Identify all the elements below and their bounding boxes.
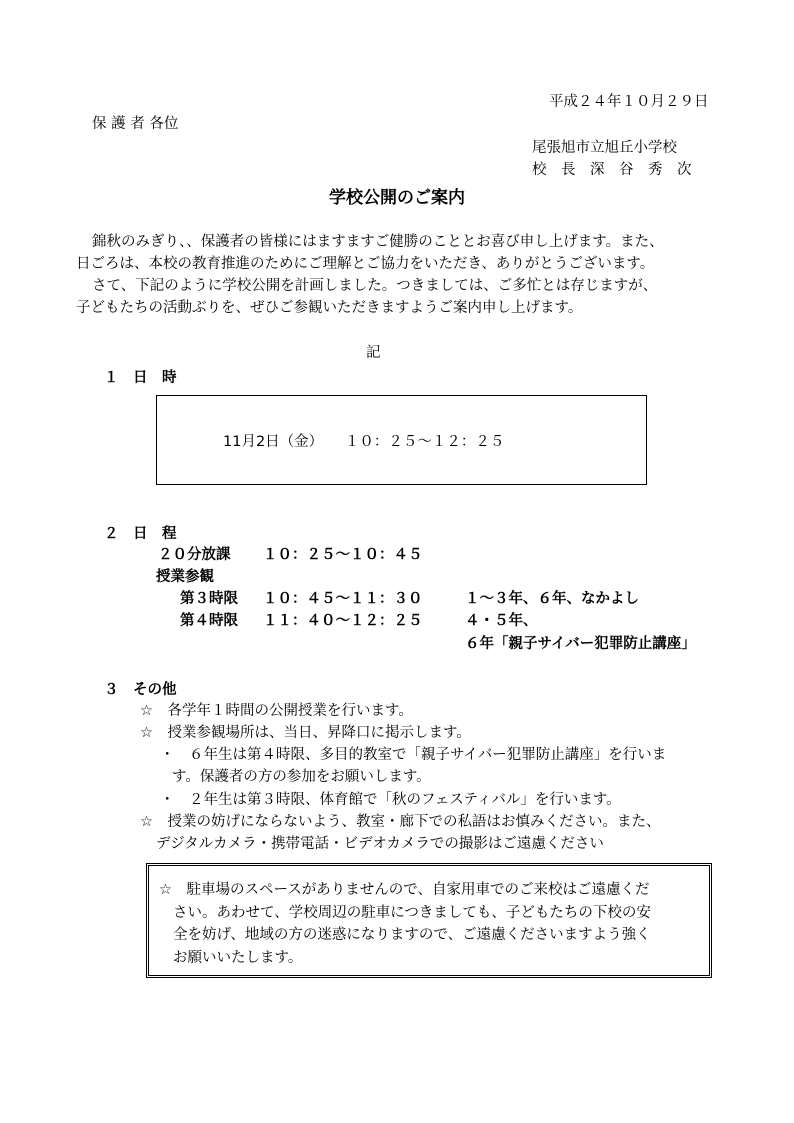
other-item-5b: デジタルカメラ・携帯電話・ビデオカメラでの撮影はご遠慮ください — [156, 836, 604, 852]
recipient: 保 護 者 各位 — [92, 116, 179, 132]
notice-line-3: 全を妨げ、地域の方の迷惑になりますので、ご遠慮くださいますよう強く — [173, 927, 651, 943]
other-item-2: ☆ 授業参観場所は、当日、昇降口に掲示します。 — [140, 725, 471, 741]
period-4-description-2: ６年「親子サイバー犯罪防止講座」 — [465, 636, 696, 652]
parking-notice-box — [146, 863, 712, 978]
period-3-description: １～３年、６年、なかよし — [465, 591, 639, 607]
other-item-3b: す。保護者の方の参加をお願いします。 — [172, 769, 431, 785]
document-date: 平成２４年１０月２９日 — [549, 94, 709, 110]
recess-label: ２０分放課 — [158, 547, 231, 563]
principal-name: 校 長 深 谷 秀 次 — [532, 162, 692, 178]
other-item-3a: ・ ６年生は第４時限、多目的教室で「親子サイバー犯罪防止講座」を行いま — [160, 747, 667, 763]
event-datetime: 11月2日（金） １０：２５～１２：２５ — [223, 434, 505, 450]
notice-line-4: お願いいたします。 — [173, 950, 303, 966]
period-4-label: 第４時限 — [180, 613, 238, 629]
section-3-heading: ３ その他 — [104, 682, 177, 698]
section-2-heading: ２ 日 程 — [104, 526, 177, 542]
period-3-label: 第３時限 — [180, 591, 238, 607]
period-3-time: １０：４５～１１：３０ — [263, 591, 423, 607]
intro-line-2: 日ごろは、本校の教育推進のためにご理解とご協力をいただき、ありがとうございます。 — [76, 256, 655, 272]
section-1-heading: １ 日 時 — [104, 370, 177, 386]
school-name: 尾張旭市立旭丘小学校 — [532, 140, 677, 156]
intro-line-4: 子どもたちの活動ぶりを、ぜひご参観いただきますようご案内申し上げます。 — [76, 300, 583, 316]
notice-line-2: さい。あわせて、学校周辺の駐車につきましても、子どもたちの下校の安 — [173, 905, 651, 921]
period-4-time: １１：４０～１２：２５ — [263, 613, 423, 629]
recess-time: １０：２５～１０：４５ — [263, 547, 423, 563]
intro-line-1: 錦秋のみぎり、、保護者の皆様にはますますご健勝のこととお喜び申し上げます。また、 — [92, 234, 664, 250]
document-title: 学校公開のご案内 — [329, 188, 465, 208]
other-item-5a: ☆ 授業の妨げにならないよう、教室・廊下での私語はお慎みください。また、 — [140, 814, 661, 830]
other-item-4: ・ ２年生は第３時限、体育館で「秋のフェスティバル」を行います。 — [160, 792, 621, 808]
ki-mark: 記 — [366, 345, 381, 361]
notice-line-1: ☆ 駐車場のスペースがありませんので、自家用車でのご来校はご遠慮くだ — [159, 882, 650, 898]
observation-label: 授業参観 — [156, 569, 214, 585]
period-4-description: ４・５年、 — [465, 613, 538, 629]
intro-line-3: さて、下記のように学校公開を計画しました。つきましては、ご多忙とは存じますが、 — [92, 278, 658, 294]
other-item-1: ☆ 各学年１時間の公開授業を行います。 — [140, 703, 413, 719]
datetime-box — [156, 395, 647, 485]
